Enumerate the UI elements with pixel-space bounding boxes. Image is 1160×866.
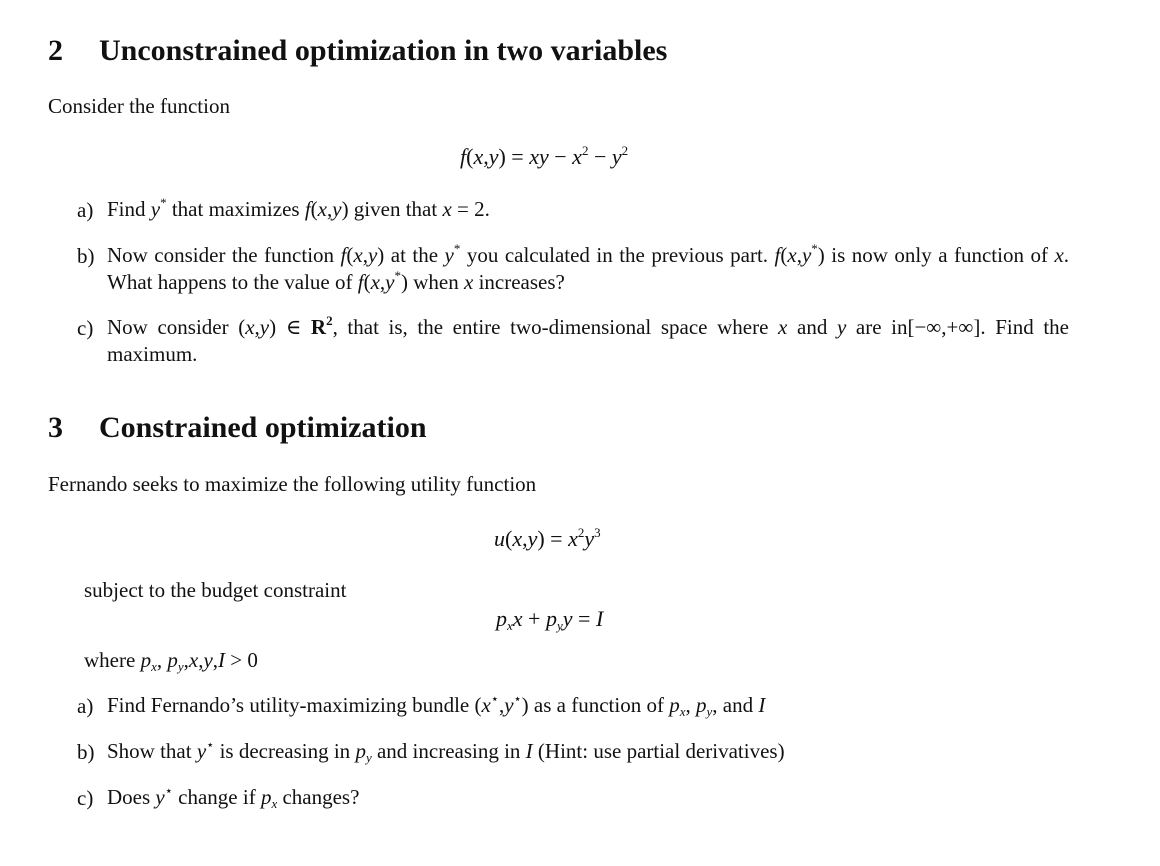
utility-equation: $u(x,y) = x^2y^3$ (494, 525, 601, 551)
section-2-item-c-text: Now consider (x,y) ∈ $R^2$, that is, the entire two-dimensional space where x and y are in[−∞,+∞]. Find the maximum. (107, 313, 1069, 366)
section-3-item-b-label: b) (77, 740, 95, 764)
section-2-item-c-label: c) (77, 316, 94, 340)
constraint-intro: subject to the budget constraint (84, 578, 347, 602)
section-3-item-c-label: c) (77, 786, 94, 810)
section-2-item-a-text: Find y* that maximizes f(x,y) given that x = 2. (107, 195, 490, 221)
section-2-intro: Consider the function (48, 94, 230, 118)
section-3-item-b-text: Show that y⋆ is decreasing in $p_y$ and increasing in I (Hint: use partial derivatives) (107, 737, 785, 765)
section-2-item-a-label: a) (77, 198, 94, 222)
section-2-title: Unconstrained optimization in two variables (99, 34, 668, 67)
section-3-title: Constrained optimization (99, 411, 427, 444)
section-3-item-a-text: Find Fernando’s utility-maximizing bundle (x⋆,y⋆) as a function of $p_x$, $p_y$, and I (107, 691, 766, 719)
section-3-number: 3 (48, 411, 63, 444)
budget-constraint: $p_xx + p_yy = I$ (496, 606, 604, 633)
section-2-item-b-text: Now consider the function f(x,y) at the y* you calculated in the previous part. f(x,y*) is now only a function of x. What happens to the value of f(x,y*) when x increases? (107, 241, 1070, 294)
section-2-item-b-label: b) (77, 244, 95, 268)
where-clause: where $p_x$, $p_y,x,y,I > 0$ (84, 648, 258, 674)
section-3-intro: Fernando seeks to maximize the following utility function (48, 472, 537, 496)
section-3-item-c-text: Does y⋆ change if $p_x$ changes? (107, 783, 360, 811)
section-3-item-a-label: a) (77, 694, 94, 718)
section-2-equation: f(x,y) = xy − $x^2 - y^2$ (460, 143, 629, 169)
section-2-number: 2 (48, 34, 63, 67)
